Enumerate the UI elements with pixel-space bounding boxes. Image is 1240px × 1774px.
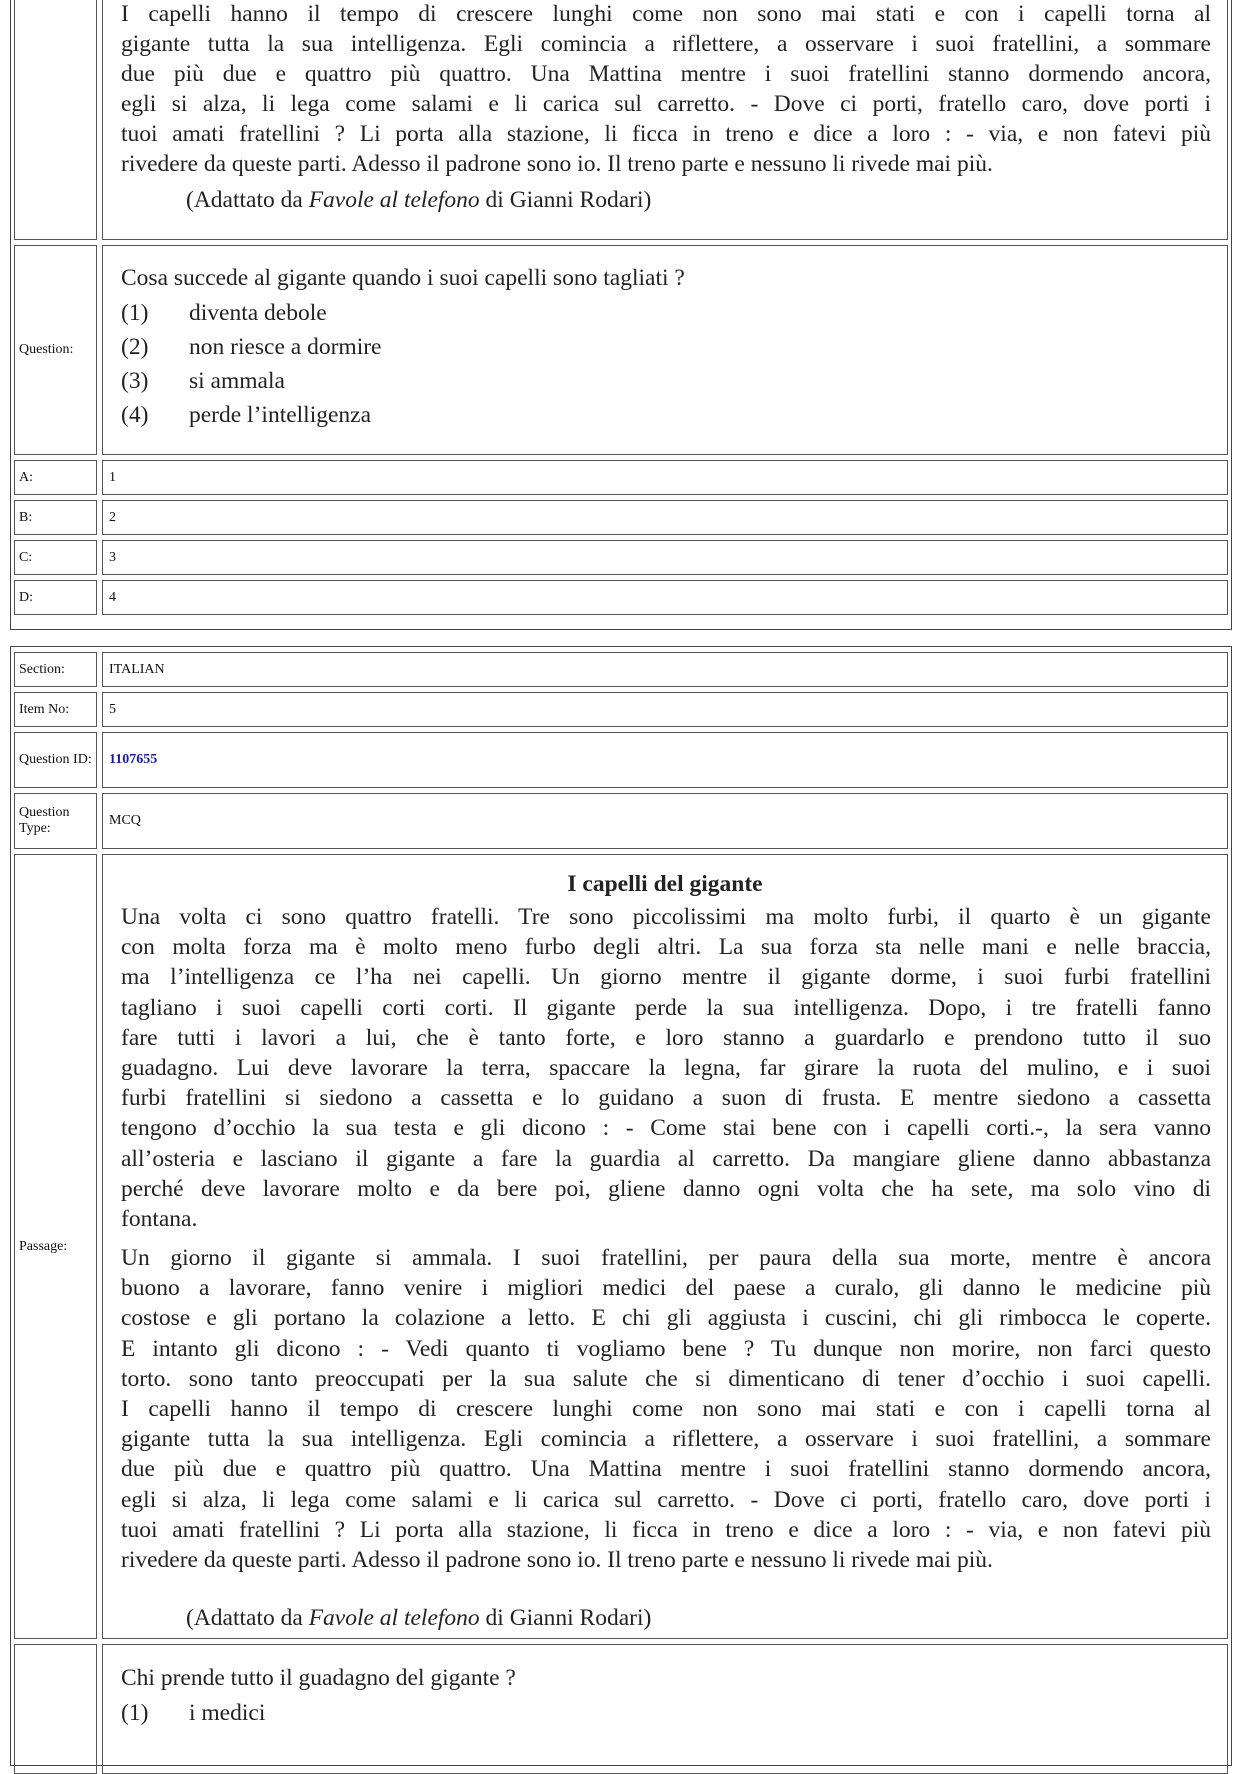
question-block-5 (10, 646, 1232, 1766)
passage-line: perché deve lavorare molto e da bere poi, gliene danno ogni volta che ha sete, ma solo vino di (121, 1175, 1211, 1202)
answer-key-label: D: (14, 580, 97, 615)
question-id-link[interactable]: 1107655 (109, 752, 158, 767)
passage-line: I capelli hanno il tempo di crescere lunghi come non sono mai stati e con i capelli torna al (121, 1, 1211, 27)
question-text: Chi prende tutto il guadagno del gigante ? (121, 1665, 516, 1691)
passage-line: tuoi amati fratellini ? Li porta alla stazione, li ficca in treno e dice a loro : - via, e non fatevi più (121, 1516, 1211, 1543)
section-value: ITALIAN (102, 652, 1228, 687)
option-text: non riesce a dormire (189, 334, 382, 360)
question-id-label: Question ID: (14, 732, 97, 788)
passage-line: rivedere da queste parti. Adesso il padrone sono io. Il treno parte e nessuno li rivede mai più. (121, 151, 993, 177)
passage-line: gigante tutta la sua intelligenza. Egli comincia a riflettere, a osservare i suoi fratellini, a sommare (121, 1426, 1211, 1453)
section-label: Section: (14, 652, 97, 687)
option-number: (4) (121, 402, 149, 428)
passage-source: (Adattato da Favole al telefono di Gianni Rodari) (186, 187, 652, 213)
option-text: si ammala (189, 368, 285, 394)
passage-line: tengono d’occhio la sua testa e gli dicono : - Come stai bene con i capelli corti.-, la sera vanno (121, 1115, 1211, 1142)
passage-line: buono a lavorare, fanno venire i migliori medici del paese a curalo, gli danno le medicine più (121, 1275, 1211, 1302)
passage-line: egli si alza, li lega come salami e li carica sul carretto. - Dove ci porti, fratello caro, dove porti i (121, 1486, 1211, 1513)
answer-key-label: A: (14, 460, 97, 495)
answer-option (121, 400, 371, 430)
passage-line: all’osteria e lasciano il gigante a fare la guardia al carretto. Da mangiare gliene danno abbastanza (121, 1145, 1211, 1172)
passage-line: tagliano i suoi capelli corti corti. Il gigante perde la sua intelligenza. Dopo, i tre fratelli fanno (121, 994, 1211, 1021)
option-text: perde l’intelligenza (189, 402, 372, 428)
question-label: Question: (14, 245, 97, 455)
answer-option (121, 332, 382, 362)
passage-title: I capelli del gigante (567, 871, 763, 897)
passage-line: I capelli hanno il tempo di crescere lunghi come non sono mai stati e con i capelli torna al (121, 1396, 1211, 1422)
passage-source: (Adattato da Favole al telefono di Gianni Rodari) (186, 1605, 652, 1631)
passage-line: due più due e quattro più quattro. Una Mattina mentre i suoi fratellini stanno dormendo ancora, (121, 1456, 1211, 1483)
option-number: (3) (121, 368, 149, 394)
passage-line: fontana. (121, 1206, 198, 1232)
answer-option (121, 366, 285, 396)
option-text: i medici (189, 1700, 266, 1726)
passage-label-cell (14, 0, 97, 240)
answer-key-value: 2 (102, 500, 1228, 535)
passage-line: due più due e quattro più quattro. Una Mattina mentre i suoi fratellini stanno dormendo ancora, (121, 61, 1211, 87)
passage-line: tuoi amati fratellini ? Li porta alla stazione, li ficca in treno e dice a loro : - via, e non fatevi più (121, 121, 1211, 147)
passage-line: rivedere da queste parti. Adesso il padrone sono io. Il treno parte e nessuno li rivede mai più. (121, 1547, 993, 1573)
answer-key-value: 3 (102, 540, 1228, 575)
answer-key-label: B: (14, 500, 97, 535)
answer-option (121, 1698, 265, 1728)
item-no-value: 5 (102, 692, 1228, 727)
passage-line: egli si alza, li lega come salami e li carica sul carretto. - Dove ci porti, fratello caro, dove porti i (121, 91, 1211, 117)
answer-key-value: 1 (102, 460, 1228, 495)
option-number: (1) (121, 1700, 149, 1726)
question-block-4 (10, 0, 1232, 630)
passage-line: furbi fratellini si siedono a cassetta e lo guidano a suon di frusta. E mentre siedono a cassetta (121, 1085, 1211, 1112)
answer-option (121, 298, 327, 328)
passage-line: con molta forza ma è molto meno furbo degli altri. La sua forza sta nelle mani e nelle braccia, (121, 934, 1211, 961)
passage-line: costose e gli portano la colazione a letto. E chi gli aggiusta i cuscini, chi gli rimbocca le coperte. (121, 1305, 1211, 1332)
option-number: (2) (121, 334, 149, 360)
passage-line: fare tutti i lavori a lui, che è tanto forte, e loro stanno a guardarlo e prendono tutto il suo (121, 1024, 1211, 1051)
passage-line: ma l’intelligenza ce l’ha nei capelli. Un giorno mentre il gigante dorme, i suoi furbi fratellini (121, 964, 1211, 991)
passage-line: E intanto gli dicono : - Vedi quanto ti vogliamo bene ? Tu dunque non morire, non farci questo (121, 1335, 1211, 1362)
passage-cell (102, 854, 1228, 1639)
question-id-value (102, 732, 1228, 788)
question-type-value: MCQ (102, 793, 1228, 849)
option-number: (1) (121, 300, 149, 326)
question-type-label: Question Type: (14, 793, 97, 849)
answer-key-label: C: (14, 540, 97, 575)
passage-line: gigante tutta la sua intelligenza. Egli comincia a riflettere, a osservare i suoi fratellini, a sommare (121, 31, 1211, 57)
option-text: diventa debole (189, 300, 327, 326)
passage-line: torto. sono tanto preoccupati per la sua salute che si dimenticano di tener d’occhio i suoi capelli. (121, 1365, 1211, 1392)
passage-line: Un giorno il gigante si ammala. I suoi fratellini, per paura della sua morte, mentre è ancora (121, 1245, 1211, 1271)
item-no-label: Item No: (14, 692, 97, 727)
answer-key-value: 4 (102, 580, 1228, 615)
passage-cell (102, 0, 1228, 240)
passage-line: guadagno. Lui deve lavorare la terra, spaccare la legna, far girare la ruota del mulino, e i suoi (121, 1055, 1211, 1081)
question-text: Cosa succede al gigante quando i suoi capelli sono tagliati ? (121, 265, 685, 291)
passage-label: Passage: (14, 854, 97, 1639)
question-cell (102, 245, 1228, 455)
passage-line: Una volta ci sono quattro fratelli. Tre sono piccolissimi ma molto furbi, il quarto è un gigante (121, 904, 1211, 930)
